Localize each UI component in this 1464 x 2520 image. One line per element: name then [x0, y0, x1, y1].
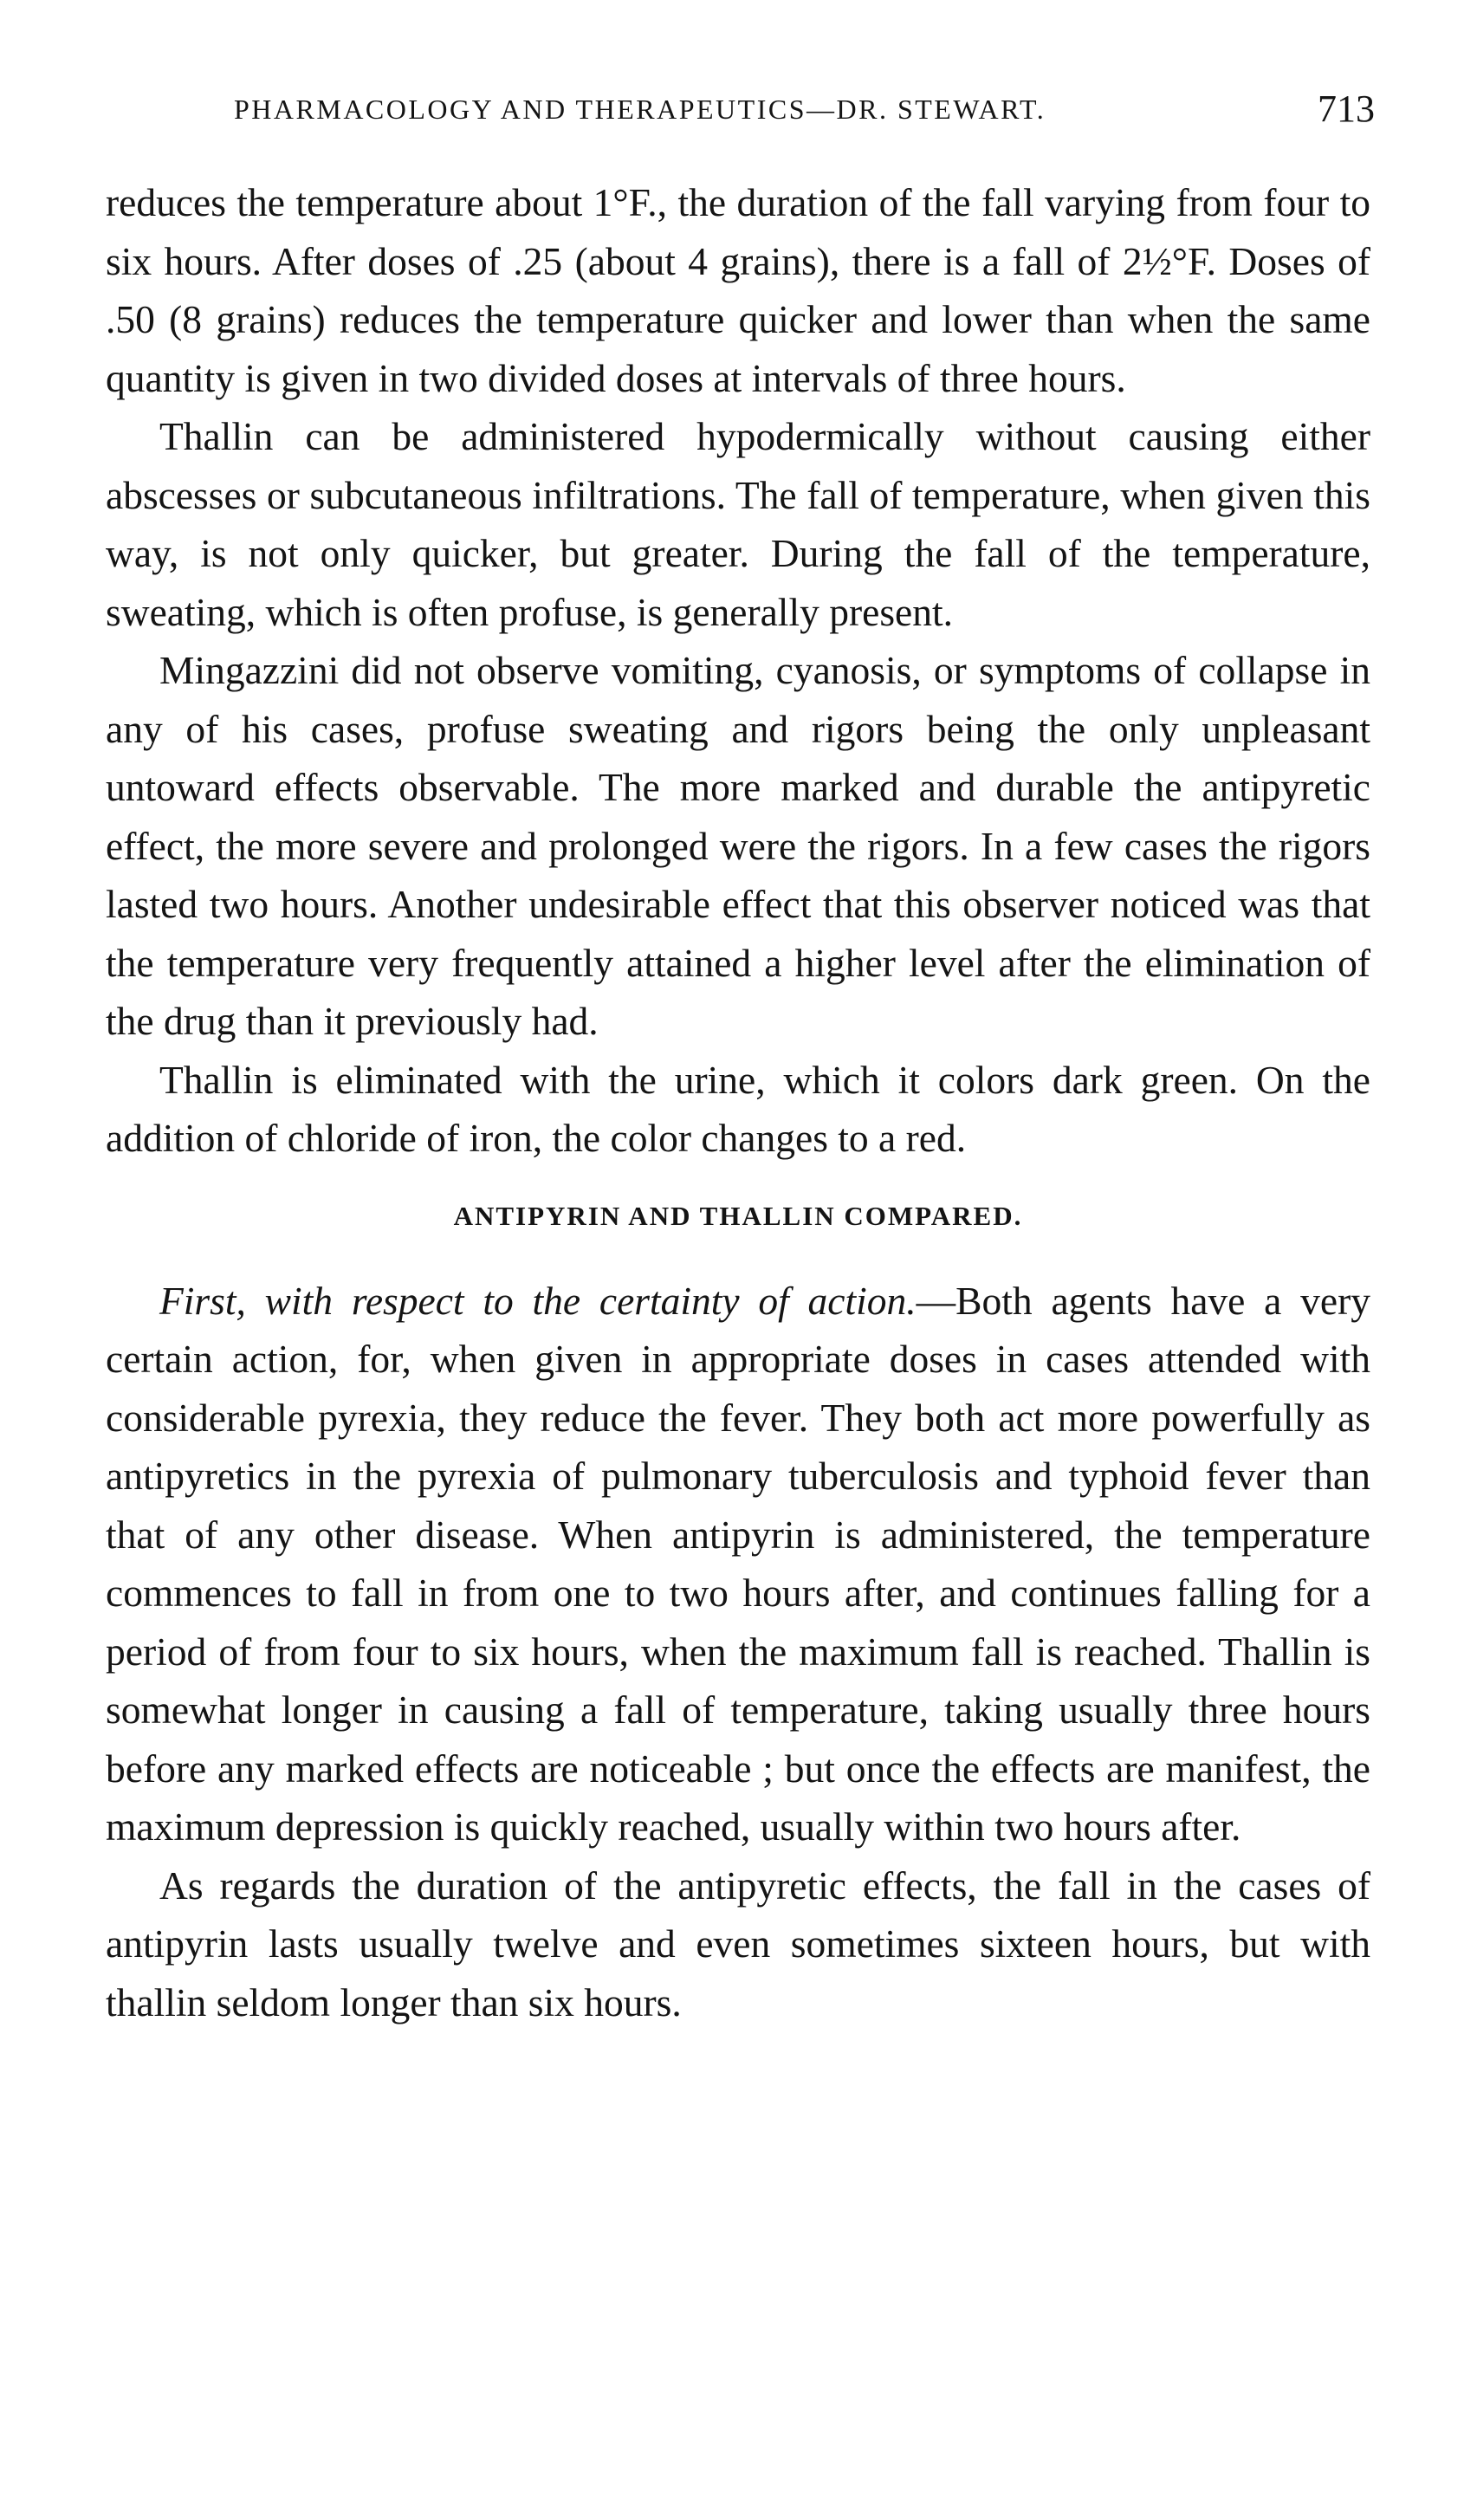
paragraph-certainty [106, 1272, 1370, 1856]
paragraph-lead-rest: —Both agents have a very certain action, for, when given in appropriate doses in cases attended with considerable pyrexia, they reduce the fever. They both act more powerfully as antipyretics in the pyrexia of pulmonary tuberculosis and typhoid fever than that of any other disease. When antipyrin is administered, the temperature commences to fall in from one to two hours after, and continues falling for a period of from four to six hours, when the maximum fall is reached. Thallin is somewhat longer in causing a fall of temperature, taking usually three hours before any marked effects are noticeable ; but once the effects are manifest, the maximum depression is quickly reached, usually within two hours after. [106, 1278, 1370, 1849]
paragraph-hypodermic: Thallin can be administered hypodermically without causing either abscesses or subcutaneous infiltrations. The fall of temperature, when given this way, is not only quicker, but greater. During the fall of the temperature, sweating, which is often profuse, is generally present. [106, 414, 1370, 634]
body-text [106, 173, 1370, 2031]
running-head-title: PHARMACOLOGY AND THERAPEUTICS—DR. STEWART. [234, 94, 1046, 125]
paragraph-lead-italic: First, with respect to the certainty of action. [159, 1278, 917, 1323]
paragraph-continued: reduces the temperature about 1°F., the duration of the fall varying from four to six hours. After doses of .25 (about 4 grains), there is a fall of 2½°F. Doses of .50 (8 grains) reduces the temperature quicker and lower than when the same quantity is given in two divided doses at intervals of three hours. [106, 180, 1370, 400]
section-heading: ANTIPYRIN AND THALLIN COMPARED. [453, 1200, 1023, 1231]
paragraph-elimination: Thallin is eliminated with the urine, which it colors dark green. On the addition of chloride of iron, the color changes to a red. [106, 1057, 1370, 1160]
running-head [108, 87, 1382, 139]
page-number: 713 [1318, 87, 1375, 130]
paragraph-duration: As regards the duration of the antipyretic effects, the fall in the cases of antipyrin lasts usually twelve and even sometimes sixteen hours, but with thallin seldom longer than six hours. [106, 1862, 1370, 2024]
paragraph-mingazzini: Mingazzini did not observe vomiting, cyanosis, or symptoms of collapse in any of his cases, profuse sweating and rigors being the only unpleasant untoward effects observable. The more marked and durable the antipyretic effect, the more severe and prolonged were the rigors. In a few cases the rigors lasted two hours. Another undesirable effect that this observer noticed was that the temperature very frequently attained a higher level after the elimination of the drug than it previously had. [106, 648, 1370, 1043]
